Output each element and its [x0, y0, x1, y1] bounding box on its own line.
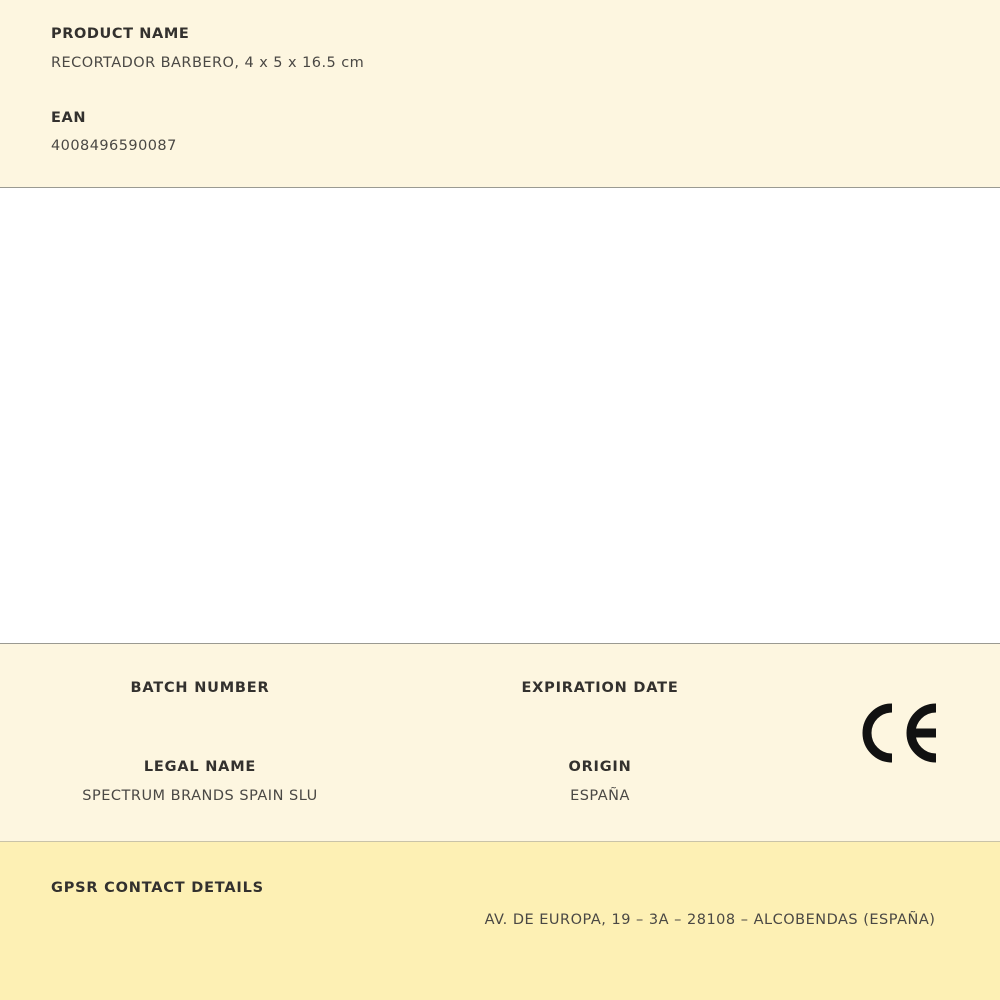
gpsr-contact-label: GPSR CONTACT DETAILS — [51, 880, 264, 896]
product-image-area — [0, 188, 1000, 644]
origin-value: ESPAÑA — [570, 787, 630, 804]
ean-field — [0, 108, 1000, 159]
batch-number-label: BATCH NUMBER — [130, 680, 270, 696]
origin-cell — [400, 757, 800, 808]
legal-name-value: SPECTRUM BRANDS SPAIN SLU — [82, 787, 318, 804]
expiration-date-cell — [400, 678, 800, 725]
ean-label: EAN — [51, 109, 87, 126]
legal-name-label: LEGAL NAME — [143, 758, 257, 775]
footer-block — [0, 842, 1000, 1000]
origin-label: ORIGIN — [568, 758, 632, 775]
field-spacer — [0, 75, 1000, 108]
batch-number-cell — [0, 678, 400, 725]
expiration-date-label: EXPIRATION DATE — [521, 680, 679, 696]
product-name-field — [0, 24, 1000, 75]
batch-expiration-row — [0, 644, 1000, 725]
expiration-date-value — [400, 707, 800, 725]
product-name-value: RECORTADOR BARBERO, 4 x 5 x 16.5 cm — [51, 54, 365, 71]
header-block — [0, 0, 1000, 188]
ce-mark-icon — [856, 702, 940, 764]
batch-number-value — [0, 707, 400, 725]
product-name-label: PRODUCT NAME — [51, 26, 190, 42]
legal-origin-row — [0, 725, 1000, 808]
gpsr-contact-address: AV. DE EUROPA, 19 – 3A – 28108 – ALCOBENDAS (ESPAÑA) — [484, 911, 936, 928]
info-block — [0, 644, 1000, 842]
legal-name-cell — [0, 757, 400, 808]
ean-value: 4008496590087 — [51, 138, 177, 155]
